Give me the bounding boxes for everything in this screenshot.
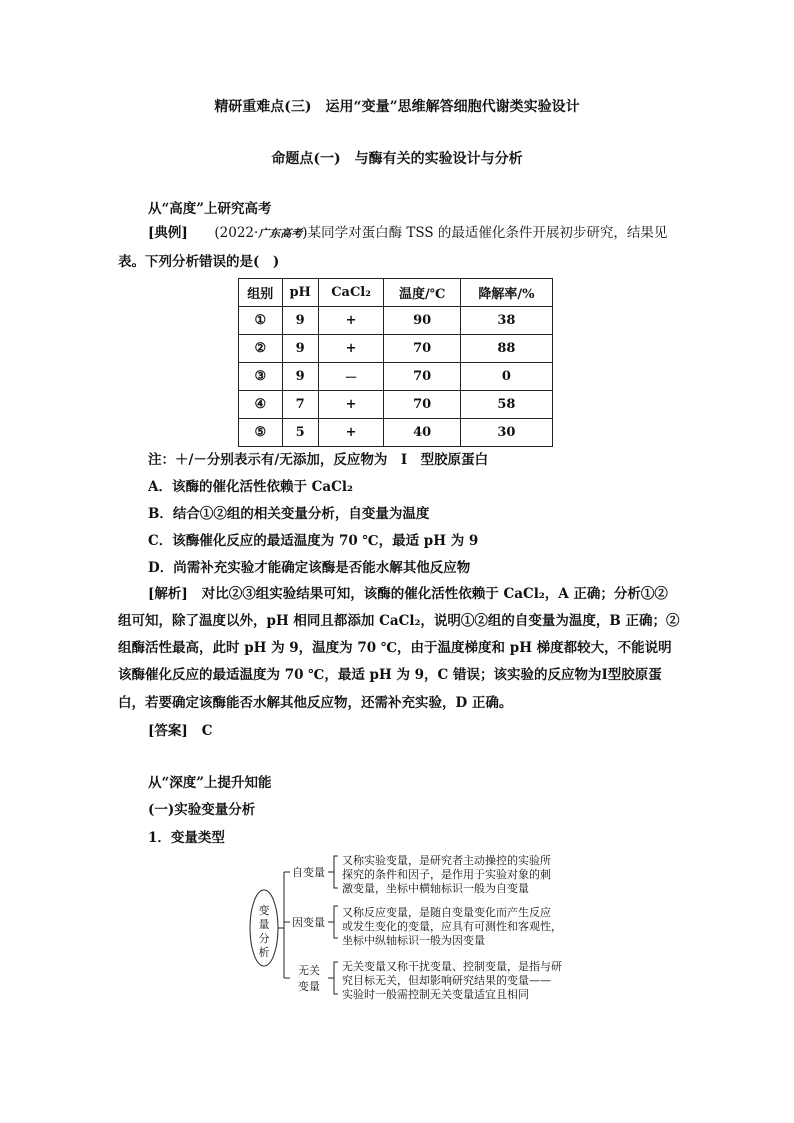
table-cell: ①: [239, 307, 283, 335]
option-d: D．尚需补充实验才能确定该酶是否能水解其他反应物: [148, 560, 471, 576]
diagram-branch-label: 变量: [298, 980, 320, 993]
diagram-desc-line: 又称实验变量，是研究者主动操控的实验所: [342, 854, 551, 867]
table-cell: +: [318, 335, 384, 363]
table-cell: ⑤: [239, 419, 283, 447]
table-cell: 9: [282, 307, 318, 335]
table-cell: 70: [384, 391, 460, 419]
table-row: [239, 335, 553, 363]
analysis-line-4: 该酶催化反应的最适温度为 70 ℃，最适 pH 为 9，C 错误；该实验的反应物为Ⅰ型胶原蛋: [118, 667, 662, 683]
diagram-desc-line: 激变量，坐标中横轴标识一般为自变量: [342, 882, 529, 895]
diagram-branch-label: 自变量: [292, 866, 325, 879]
diagram-desc-line: 或发生变化的变量，应具有可测性和客观性，: [342, 920, 562, 933]
diagram-bracket: [334, 906, 338, 938]
table-note: 注：＋/－分别表示有/无添加，反应物为 Ⅰ 型胶原蛋白: [148, 452, 489, 468]
table-row: [239, 391, 553, 419]
diagram-desc-line: 无关变量又称干扰变量、控制变量，是指与研: [342, 960, 562, 973]
variable-diagram: [240, 850, 580, 1010]
example-tag: [典例]: [148, 225, 188, 241]
analysis-line-5: 白，若要确定该酶能否水解其他反应物，还需补充实验，D 正确。: [118, 695, 513, 711]
example-line2: 表。下列分析错误的是( ): [118, 254, 280, 270]
option-b: B．结合①②组的相关变量分析，自变量为温度: [148, 506, 430, 522]
example-year: (2022·: [214, 225, 259, 241]
table-cell: 9: [282, 363, 318, 391]
table-cell: 30: [460, 419, 552, 447]
section2-item: 1．变量类型: [148, 830, 225, 846]
result-table: [238, 278, 553, 447]
analysis-tag: [解析]: [148, 586, 188, 602]
example-paragraph: [148, 219, 704, 248]
example-line1: 某同学对蛋白酶 TSS 的最适催化条件开展初步研究，结果见: [307, 225, 668, 241]
diagram-desc-line: 坐标中纵轴标识一般为因变量: [342, 934, 485, 947]
diagram-desc-line: 又称反应变量，是随自变量变化而产生反应: [342, 906, 551, 919]
diagram-root-char: 析: [258, 946, 270, 959]
diagram-bracket: [334, 962, 338, 994]
table-cell: 5: [282, 419, 318, 447]
section1-heading: 从“高度”上研究高考: [148, 201, 272, 217]
answer-tag: [答案]: [148, 723, 188, 739]
table-cell: ②: [239, 335, 283, 363]
diagram-root-char: 变: [258, 904, 270, 917]
answer-value: C: [201, 723, 213, 739]
table-cell: －: [318, 363, 384, 391]
diagram-desc-line: 实验时一般需控制无关变量适宜且相同: [342, 988, 529, 1001]
table-row: [239, 363, 553, 391]
diagram-root-char: 分: [258, 932, 270, 945]
table-header: pH: [282, 279, 318, 307]
answer-line: [148, 721, 213, 741]
table-cell: 90: [384, 307, 460, 335]
table-header: 温度/℃: [384, 279, 460, 307]
table-cell: 40: [384, 419, 460, 447]
table-cell: 70: [384, 363, 460, 391]
table-cell: +: [318, 307, 384, 335]
section2-heading: 从“深度”上提升知能: [148, 775, 272, 791]
example-year-close: ): [302, 225, 308, 241]
table-cell: ④: [239, 391, 283, 419]
table-header: 组别: [239, 279, 283, 307]
table-cell: 58: [460, 391, 552, 419]
example-source: 广东高考: [258, 227, 303, 240]
table-cell: 0: [460, 363, 552, 391]
analysis-line-2: 组可知，除了温度以外，pH 相同且都添加 CaCl₂，说明①②组的自变量为温度，B 正确；②: [118, 613, 680, 629]
page-subtitle: 命题点(一) 与酶有关的实验设计与分析: [271, 151, 523, 167]
table-cell: 70: [384, 335, 460, 363]
table-header: CaCl₂: [318, 279, 384, 307]
table-row: [239, 307, 553, 335]
table-header: 降解率/%: [460, 279, 552, 307]
diagram-bracket: [334, 856, 338, 888]
table-cell: 38: [460, 307, 552, 335]
table-cell: ③: [239, 363, 283, 391]
table-cell: +: [318, 391, 384, 419]
diagram-desc-line: 究目标无关，但却影响研究结果的变量——: [342, 974, 551, 987]
page-title: 精研重难点(三) 运用“变量”思维解答细胞代谢类实验设计: [214, 99, 580, 115]
analysis-line-1: [148, 584, 668, 604]
table-row: [239, 419, 553, 447]
table-cell: 88: [460, 335, 552, 363]
diagram-branch-label: 因变量: [292, 916, 325, 929]
table-header-row: [239, 279, 553, 307]
table-cell: +: [318, 419, 384, 447]
option-a: A．该酶的催化活性依赖于 CaCl₂: [148, 479, 353, 495]
option-c: C．该酶催化反应的最适温度为 70 ℃，最适 pH 为 9: [148, 533, 479, 549]
table-cell: 7: [282, 391, 318, 419]
analysis-line-3: 组酶活性最高，此时 pH 为 9，温度为 70 ℃，由于温度梯度和 pH 梯度都较大，不能说明: [118, 640, 672, 656]
analysis-text: 对比②③组实验结果可知，该酶的催化活性依赖于 CaCl₂，A 正确；分析①②: [201, 586, 668, 602]
diagram-root-char: 量: [258, 918, 270, 931]
diagram-branch-label: 无关: [298, 964, 320, 977]
table-cell: 9: [282, 335, 318, 363]
section2-sub: (一)实验变量分析: [148, 802, 256, 818]
diagram-desc-line: 探究的条件和因子，是作用于实验对象的刺: [342, 868, 551, 881]
